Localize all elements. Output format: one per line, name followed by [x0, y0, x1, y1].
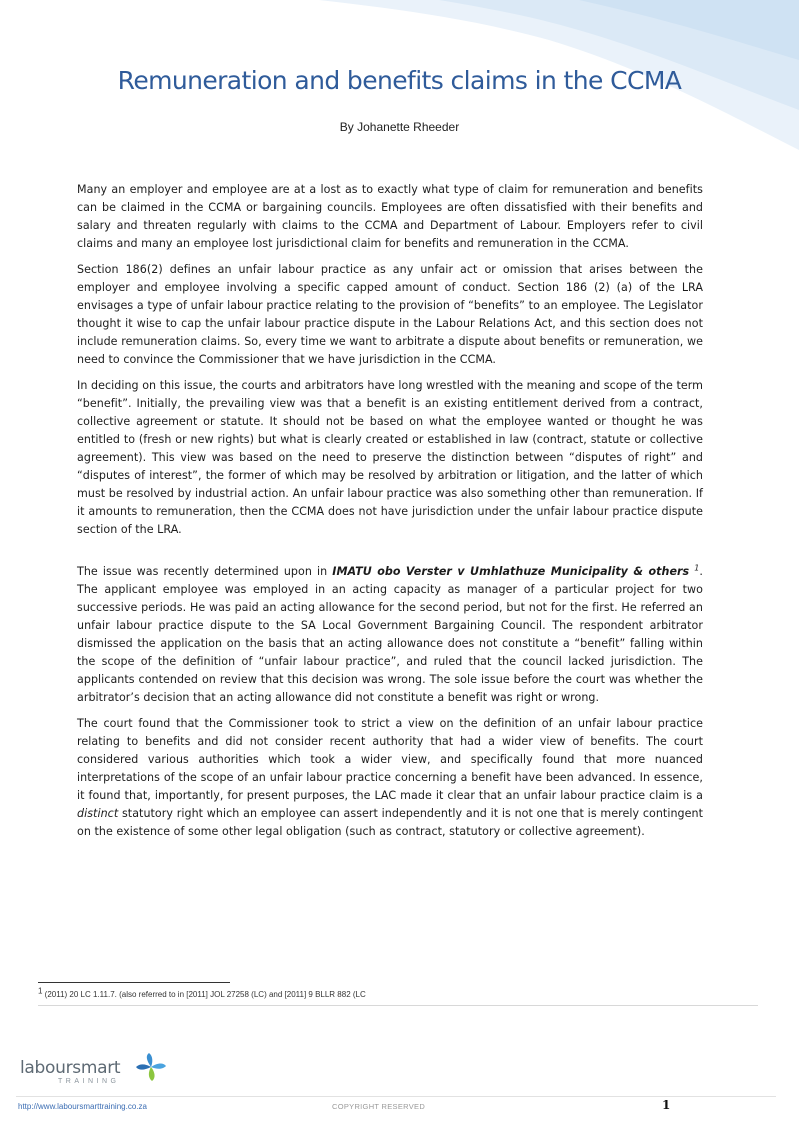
author-byline: By Johanette Rheeder: [339, 120, 460, 134]
logo-tagline: TRAINING: [58, 1078, 120, 1085]
p4-text-before: The issue was recently determined upon in: [77, 565, 333, 578]
paragraph-intro: Many an employer and employee are at a lost as to exactly what type of claim for remuneration and benefits can be claimed in the CCMA or bargaining councils. Employees are often dissatisfied with their benefits and salary and threaten regularly with claims to the CCMA and Department of Labour. Employers refer to civil claims and many an employee lost jurisdictional claim for benefits and remuneration in the CCMA.: [77, 183, 703, 250]
copyright-notice: COPYRIGHT RESERVED: [332, 1102, 426, 1111]
paragraph-imatu-case: [77, 563, 703, 707]
pinwheel-logo-icon: [133, 1052, 169, 1082]
paragraph-court-finding: [77, 715, 703, 841]
article-body: [77, 181, 703, 849]
footer-divider: [16, 1096, 776, 1097]
paragraph-benefit-meaning: In deciding on this issue, the courts and arbitrators have long wrestled with the meaning and scope of the term “benefit”. Initially, the prevailing view was that a benefit is an existing entitlement derived from a contract, collective agreement or statute. It should not be based on what the employee wanted or thought he was entitled to (fresh or new rights) but what is clearly created or established in law (contract, statute or collective agreement). This view was based on the need to preserve the distinction between “disputes of right” and “disputes of interest”, the former of which may be resolved by arbitration or litigation, and the latter of which must be resolved by industrial action. An unfair labour practice was also something other than remuneration. If it amounts to remuneration, then the CCMA does not have jurisdiction under the unfair labour practice dispute section of the LRA.: [77, 379, 704, 536]
footnote: [38, 986, 366, 999]
document-title: Remuneration and benefits claims in the CCMA: [117, 66, 682, 95]
footnote-separator: [38, 982, 230, 983]
footnote-text: (2011) 20 LC 1.11.7. (also referred to in [2011] JOL 27258 (LC) and [2011] 9 BLLR 882 (LC: [42, 990, 366, 999]
laboursmart-logo: [20, 1050, 170, 1090]
page-number: 1: [662, 1098, 671, 1112]
footnote-reference[interactable]: 1: [694, 563, 700, 573]
emphasis-distinct: distinct: [77, 807, 119, 820]
paragraph-section-186: Section 186(2) defines an unfair labour practice as any unfair act or omission that arises between the employer and employee involving a specific capped amount of conduct. Section 186 (2) (a) of the LRA envisages a type of unfair labour practice relating to the provision of “benefits” to an employee. The Legislator thought it wise to cap the unfair labour practice dispute in the Labour Relations Act, and this section does not include remuneration claims. So, every time we want to arbitrate a dispute about benefits or remuneration, we need to convince the Commissioner that we have jurisdiction in the CCMA.: [77, 263, 703, 366]
case-citation: IMATU obo Verster v Umhlathuze Municipality & others: [332, 565, 690, 578]
p5-text-after: statutory right which an employee can assert independently and it is not one that is merely contingent on the existence of some other legal obligation (such as contract, statutory or collective agreement).: [77, 807, 703, 838]
footnote-number: 1: [38, 986, 43, 996]
logo-wordmark: laboursmart: [20, 1058, 121, 1078]
p5-text-before: The court found that the Commissioner took to strict a view on the definition of an unfair labour practice relating to benefits and did not consider recent authority that had a wider view of benefits. The court considered various authorities which took a wider view, and specifically found that more nuanced interpretations of the scope of an unfair labour practice concerning a benefit have been advanced. In essence, it found that, importantly, for present purposes, the LAC made it clear that an unfair labour practice claim is a: [77, 717, 703, 802]
website-link[interactable]: http://www.laboursmarttraining.co.za: [18, 1102, 147, 1111]
p4-text-after: . The applicant employee was employed in an acting capacity as manager of a particular project for two successive periods. He was paid an acting allowance for the second period, but not for the first. He referred an unfair labour practice dispute to the SA Local Government Bargaining Council. The respondent arbitrator dismissed the application on the basis that an acting allowance does not constitute a “benefit” falling within the scope of the definition of “unfair labour practice”, and ruled that the council lacked jurisdiction. The applicants contended on review that this decision was wrong. The sole issue before the court was whether the arbitrator’s decision that an acting allowance did not constitute a benefit was right or wrong.: [77, 565, 703, 704]
footnote-bottom-rule: [38, 1005, 758, 1006]
